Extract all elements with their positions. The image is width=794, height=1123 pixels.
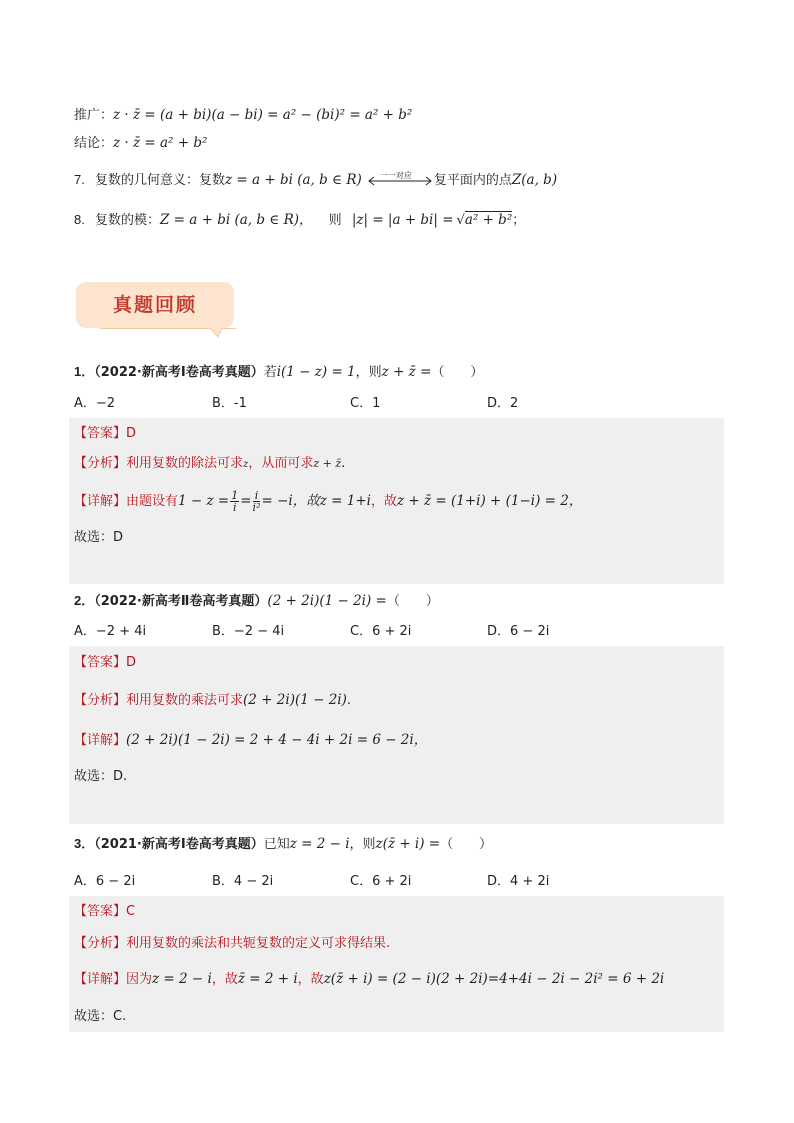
q3-detail-d: z̄ = 2 + i — [237, 971, 298, 987]
q2-detail-line — [74, 730, 427, 751]
question-1-stem — [74, 362, 483, 383]
q1-frac1-numerator: 1 — [231, 489, 239, 502]
q1-answer-line — [74, 424, 136, 444]
q1-option-a: A．−2 — [74, 396, 116, 411]
item8-formula: Z = a + bi (a, b ∈ R)， — [160, 212, 313, 228]
item7-formula: z = a + bi (a, b ∈ R) — [225, 172, 362, 188]
question-3-stem — [74, 834, 492, 855]
q3-option-a: A．6 − 2i — [74, 874, 136, 889]
item7-tail: 复平面内的点 — [433, 173, 512, 188]
q3-source: （2021·新高考Ⅰ卷高考真题） — [94, 837, 264, 852]
q1-number: 1． — [74, 364, 95, 379]
item8-then: 则 — [328, 213, 342, 228]
item7-point: Z(a, b) — [511, 172, 558, 188]
q3-detail-line — [74, 969, 664, 990]
q2-detail: (2 + 2i)(1 − 2i) = 2 + 4 − 4i + 2i = 6 − 2i， — [126, 732, 428, 748]
q1-detail-eq: = — [240, 493, 252, 509]
q3-answer-tag: 【答案】 — [74, 904, 127, 919]
q2-answer-line — [74, 653, 136, 673]
q1-analysis-formula: z + z̄ — [313, 457, 342, 470]
bijection-label: 一一对应 — [379, 171, 412, 180]
item8-text: 复数的模： — [94, 213, 160, 228]
q1-stem-formula: i(1 − z) = 1 — [276, 364, 356, 380]
q3-detail-f: z(z̄ + i) = (2 − i)(2 + 2i)=4+4i − 2i − 2i² = 6 + 2i — [323, 971, 665, 987]
q2-analysis-line — [74, 690, 351, 711]
section-banner-title: 真题回顾 — [112, 294, 197, 316]
q2-analysis-formula: (2 + 2i)(1 − 2i) — [243, 692, 347, 708]
q2-analysis-end: . — [346, 693, 352, 708]
q2-answer: D — [126, 655, 137, 670]
q3-answer: C — [126, 904, 136, 919]
q1-frac1-denominator: i — [232, 501, 237, 514]
q1-analysis-tag: 【分析】 — [74, 456, 127, 471]
q2-number: 2． — [74, 593, 95, 608]
q1-analysis-z: z — [243, 459, 249, 470]
generalize-label: 推广： — [74, 108, 114, 123]
q1-detail-tag: 【详解】 — [74, 494, 127, 509]
q2-detail-tag: 【详解】 — [74, 733, 127, 748]
q3-conclusion: 故选：C. — [74, 1009, 127, 1024]
q3-detail-e: ，故 — [297, 972, 324, 987]
q1-detail-f: z + z̄ = (1+i) + (1−i) = 2， — [396, 493, 583, 509]
q3-stem-formula2: z(z̄ + i) = — [375, 836, 441, 852]
q1-answer: D — [126, 426, 137, 441]
q2-source: （2022·新高考Ⅱ卷高考真题） — [94, 594, 268, 609]
q1-option-d: D．2 — [487, 396, 519, 411]
item8-modulus: |z| = |a + bi| = — [351, 212, 454, 228]
q2-option-a: A．−2 + 4i — [74, 624, 147, 639]
q1-detail-a: 由题设有 — [126, 494, 179, 509]
q1-detail-d: z = 1+i — [319, 493, 371, 509]
question-2-stem — [74, 591, 439, 612]
generalize-formula: z · z̄ = (a + bi)(a − bi) = a² − (bi)² = a² + b² — [113, 107, 413, 123]
conclusion-line — [74, 133, 207, 154]
q3-option-b: B．4 − 2i — [212, 874, 274, 889]
q3-detail-a: 因为 — [126, 972, 153, 987]
q2-option-c: C．6 + 2i — [350, 624, 412, 639]
q1-option-c: C．1 — [350, 396, 381, 411]
q3-analysis-tag: 【分析】 — [74, 936, 127, 951]
q1-analysis-line — [74, 454, 345, 475]
q1-detail-c: = −i，故 — [261, 493, 320, 509]
q2-answer-tag: 【答案】 — [74, 655, 127, 670]
q1-analysis-mid: ，从而可求 — [248, 456, 314, 471]
q1-blank: （ ） — [431, 365, 484, 380]
q1-frac2-denominator: i² — [252, 501, 261, 514]
q3-solution-box — [69, 896, 724, 1032]
q1-source: （2022·新高考Ⅰ卷高考真题） — [94, 365, 264, 380]
q3-detail-c: ，故 — [211, 972, 238, 987]
q2-stem-formula: (2 + 2i)(1 − 2i) = — [267, 593, 387, 609]
q3-stem-formula: z = 2 − i — [289, 836, 350, 852]
item8-number: 8. — [74, 212, 85, 227]
q1-stem-formula2: z + z̄ = — [381, 364, 432, 380]
q3-stem-mid: ，则 — [349, 837, 376, 852]
q3-blank: （ ） — [440, 837, 493, 852]
item7-number: 7. — [74, 172, 85, 187]
q1-fraction-2 — [253, 490, 261, 513]
theory-item-8 — [74, 210, 525, 231]
q1-fraction-1 — [230, 490, 239, 513]
double-arrow-icon — [366, 170, 434, 190]
item8-sqrt: a² + b² — [464, 212, 513, 228]
q2-analysis: 利用复数的乘法可求 — [126, 693, 244, 708]
q1-option-b: B．-1 — [212, 396, 247, 411]
q3-analysis: 利用复数的乘法和共轭复数的定义可求得结果. — [126, 936, 391, 951]
q1-answer-tag: 【答案】 — [74, 426, 127, 441]
q2-option-d: D．6 − 2i — [487, 624, 550, 639]
conclusion-label: 结论： — [74, 136, 114, 151]
q3-detail-b: z = 2 − i — [152, 971, 212, 987]
q3-option-d: D．4 + 2i — [487, 874, 550, 889]
q1-detail-e: ，故 — [370, 494, 397, 509]
q3-option-c: C．6 + 2i — [350, 874, 412, 889]
theory-item-7 — [74, 170, 557, 191]
sqrt-expression — [457, 210, 513, 231]
q1-frac2-numerator: i — [253, 490, 261, 502]
bijection-arrow — [366, 170, 434, 190]
q1-stem-prefix: 若 — [263, 365, 277, 380]
q1-detail-line — [74, 490, 582, 513]
q2-option-b: B．−2 − 4i — [212, 624, 285, 639]
q1-detail-b: 1 − z = — [178, 493, 230, 509]
q2-blank: （ ） — [386, 594, 439, 609]
generalize-line — [74, 105, 412, 126]
banner-tail-icon — [100, 328, 236, 338]
conclusion-formula: z · z̄ = a² + b² — [113, 135, 208, 151]
q1-stem-mid: ，则 — [355, 365, 382, 380]
q1-analysis: 利用复数的除法可求 — [126, 456, 244, 471]
q3-answer-line — [74, 902, 135, 922]
item7-text: 复数的几何意义：复数 — [94, 173, 225, 188]
q3-detail-tag: 【详解】 — [74, 972, 127, 987]
q1-analysis-end: . — [341, 456, 346, 471]
sqrt-icon: √ — [456, 213, 465, 228]
q3-number: 3． — [74, 836, 95, 851]
item8-end: ； — [512, 213, 526, 228]
q3-analysis-line — [74, 934, 390, 954]
q1-conclusion: 故选：D — [74, 530, 124, 545]
q2-analysis-tag: 【分析】 — [74, 693, 127, 708]
q3-stem-prefix: 已知 — [263, 837, 290, 852]
q2-conclusion: 故选：D. — [74, 769, 128, 784]
